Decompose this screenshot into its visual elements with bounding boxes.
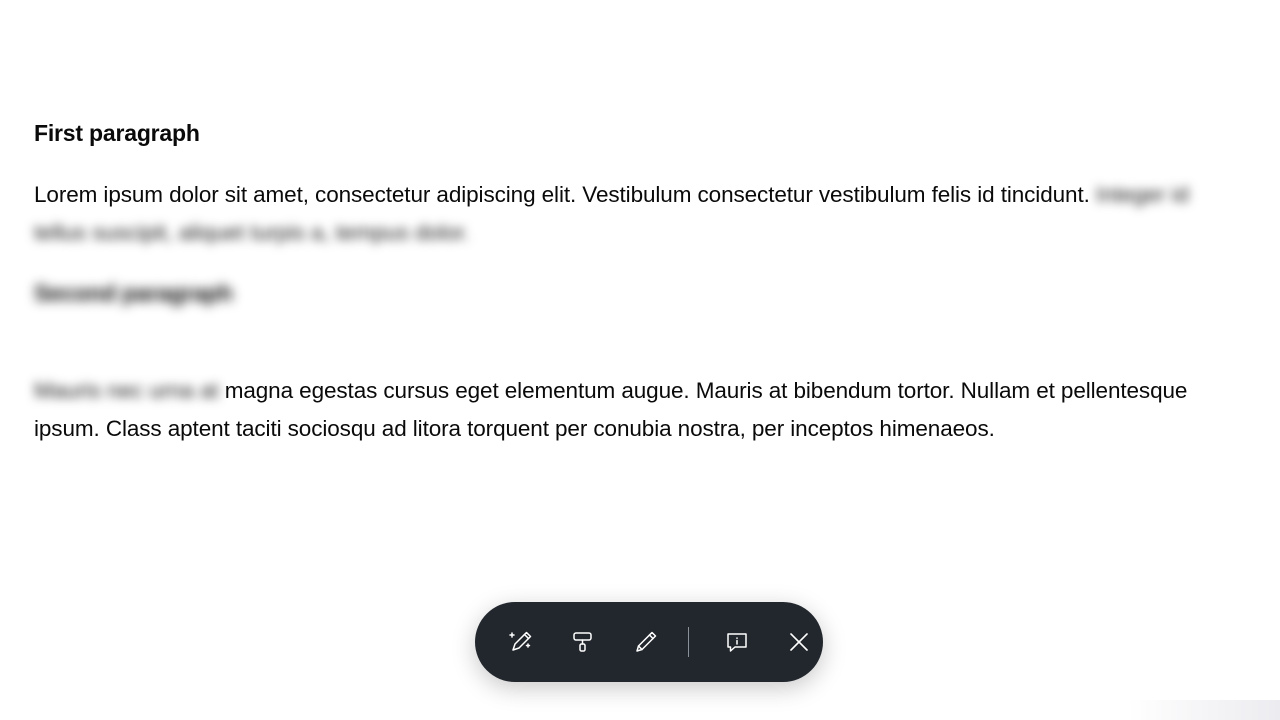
- paragraph-2-blurred-text: Mauris nec urna at: [34, 378, 219, 403]
- paragraph-1-visible-text: Lorem ipsum dolor sit amet, consectetur adipiscing elit. Vestibulum consectetur vestibulum felis id tincidunt.: [34, 182, 1090, 207]
- magic-wand-icon: [508, 629, 534, 655]
- pencil-button[interactable]: [621, 616, 669, 668]
- floating-toolbar: [475, 602, 823, 682]
- toolbar-separator: [688, 627, 689, 657]
- screen-edge-artifact: [1128, 700, 1280, 720]
- pencil-icon: [633, 629, 659, 655]
- document-body: [34, 118, 1246, 474]
- paragraph-1-blurred-text: Integer id tellus suscipit, aliquet turpis a, tempus dolor.: [34, 182, 1189, 245]
- comment-info-button[interactable]: [713, 616, 761, 668]
- magic-wand-button[interactable]: [497, 616, 545, 668]
- close-button[interactable]: [775, 616, 823, 668]
- paint-roller-icon: [570, 629, 596, 655]
- paint-roller-button[interactable]: [559, 616, 607, 668]
- heading-second-paragraph: Second paragraph: [34, 280, 233, 306]
- paragraph-2: [34, 372, 1246, 448]
- comment-info-icon: [724, 629, 750, 655]
- close-icon: [786, 629, 812, 655]
- paragraph-2-visible-text: magna egestas cursus eget elementum augue. Mauris at bibendum tortor. Nullam et pellentesque ipsum. Class aptent taciti sociosqu ad litora torquent per conubia nostra, per inceptos himenaeos.: [34, 378, 1188, 441]
- paragraph-1: [34, 176, 1246, 252]
- heading-first-paragraph: First paragraph: [34, 120, 200, 146]
